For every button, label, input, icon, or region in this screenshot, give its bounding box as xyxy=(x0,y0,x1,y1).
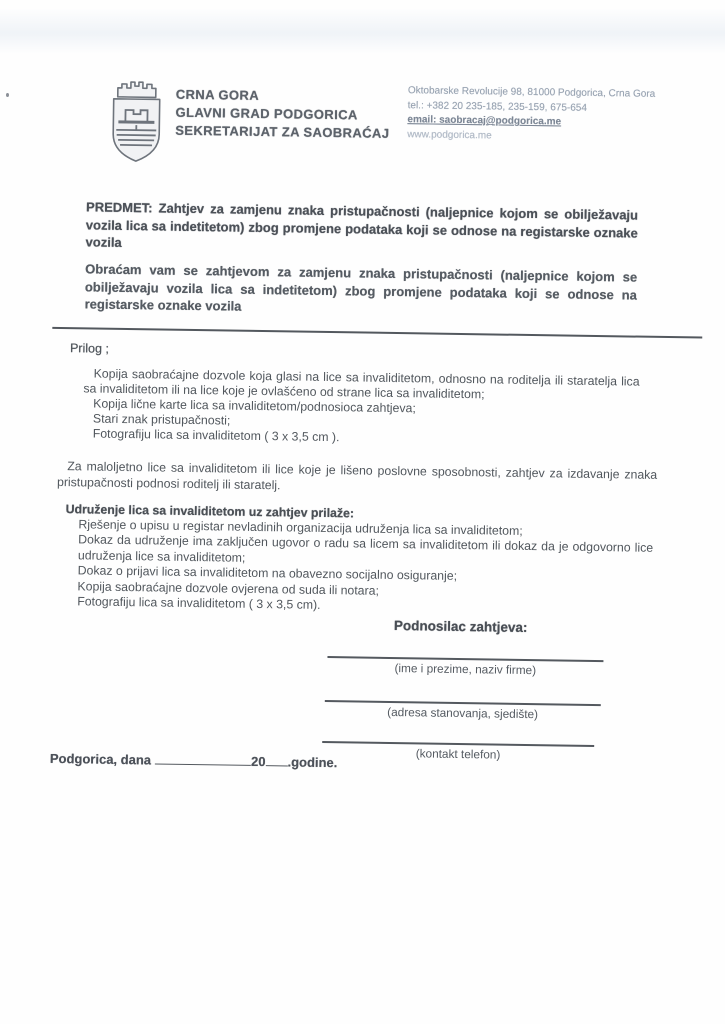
subject-label: PREDMET: xyxy=(86,199,153,216)
date-prefix: Podgorica, dana xyxy=(49,750,152,768)
list-item: Fotografiju lica sa invaliditetom ( 3 x 3,5 cm ). xyxy=(92,426,340,445)
year-blank-field xyxy=(265,753,287,766)
signature-line-label: (adresa stanovanja, sjedište) xyxy=(387,704,539,722)
list-item: Kopija saobraćajne dozvole ovjerena od suda ili notara; xyxy=(77,578,380,598)
association-list xyxy=(77,517,653,618)
list-item: Rješenje o upisu u registar nevladinih organizacija udruženja lica sa invaliditetom; xyxy=(78,517,523,538)
subject-paragraph xyxy=(85,198,638,259)
association-heading: Udruženje lica sa invaliditetom uz zahtjev prilaže: xyxy=(65,502,355,521)
letterhead-org-block xyxy=(175,86,390,143)
minor-note-paragraph: Za maloljetno lice sa invaliditetom ili lice koje je lišeno poslovne sposobnosti, zahtjev za izdavanje znaka pristupačnosti podnosi roditelj ili staratelj. xyxy=(56,459,658,493)
org-country: CRNA GORA xyxy=(175,86,260,103)
signature-line-phone xyxy=(322,741,594,763)
date-line xyxy=(50,750,338,770)
contact-email: email: saobracaj@podgorica.me xyxy=(407,114,562,128)
signature-line-label: (kontakt telefon) xyxy=(415,746,501,762)
date-suffix: .godine. xyxy=(287,754,338,771)
horizontal-rule xyxy=(52,327,702,339)
list-item: Dokaz o prijavi lica sa invaliditetom na obavezno socijalno osiguranje; xyxy=(77,563,458,584)
list-item: Dokaz da udruženje ima zaključen ugovor o radu sa licem sa invaliditetom ili dokaz da je odgovorno lice udruženja lice sa invaliditetom; xyxy=(77,532,654,565)
letterhead-contact-block xyxy=(407,84,708,146)
list-item: Stari znak pristupačnosti; xyxy=(92,411,231,428)
signature-line-name xyxy=(327,656,603,678)
podgorica-coat-of-arms-icon xyxy=(105,77,168,166)
list-item: Kopija lične karte lica sa invaliditetom/podnosioca zahtjeva; xyxy=(93,396,416,416)
signature-line-label: (ime i prezime, naziv firme) xyxy=(394,661,537,678)
list-item: Fotografiju lica sa invaliditetom ( 3 x 3,5 cm). xyxy=(77,594,321,612)
request-paragraph: Obraćam vam se zahtjevom za zamjenu znaka pristupačnosti (naljepnice kojom se obilježavaju vozila lica sa indetitetom) zbog promjene podataka koji se odnose na registarske oznake vozila xyxy=(84,261,638,314)
attachments-list xyxy=(83,366,640,449)
list-item: Kopija saobraćajne dozvole koja glasi na lice sa invaliditetom, odnosno na roditelja ili staratelja lica sa invaliditetom ili na lice koje je ovlašćeno od strane lica sa invaliditetom; xyxy=(83,366,640,402)
subject-text: Zahtjev za zamjenu znaka pristupačnosti (naljepnice kojom se obilježavaju vozila lica sa indetitetom) zbog promjene podataka koji se odnose na registarske oznake vozila xyxy=(85,200,639,250)
date-blank-field xyxy=(155,751,251,765)
org-department: SEKRETARIJAT ZA SAOBRAĆAJ xyxy=(175,122,390,141)
signature-line-address xyxy=(325,700,601,722)
org-city: GLAVNI GRAD PODGORICA xyxy=(175,104,358,123)
attachments-label: Prilog ; xyxy=(69,341,110,356)
signature-heading: Podnosilac zahtjeva: xyxy=(393,618,528,635)
date-year-prefix: 20 xyxy=(250,753,266,770)
contact-website: www.podgorica.me xyxy=(407,128,492,141)
contact-address: Oktobarske Revolucije 98, 81000 Podgorica, Crna Gora xyxy=(407,85,656,100)
contact-phone: tel.: +382 20 235-185, 235-159, 675-654 xyxy=(407,99,588,114)
